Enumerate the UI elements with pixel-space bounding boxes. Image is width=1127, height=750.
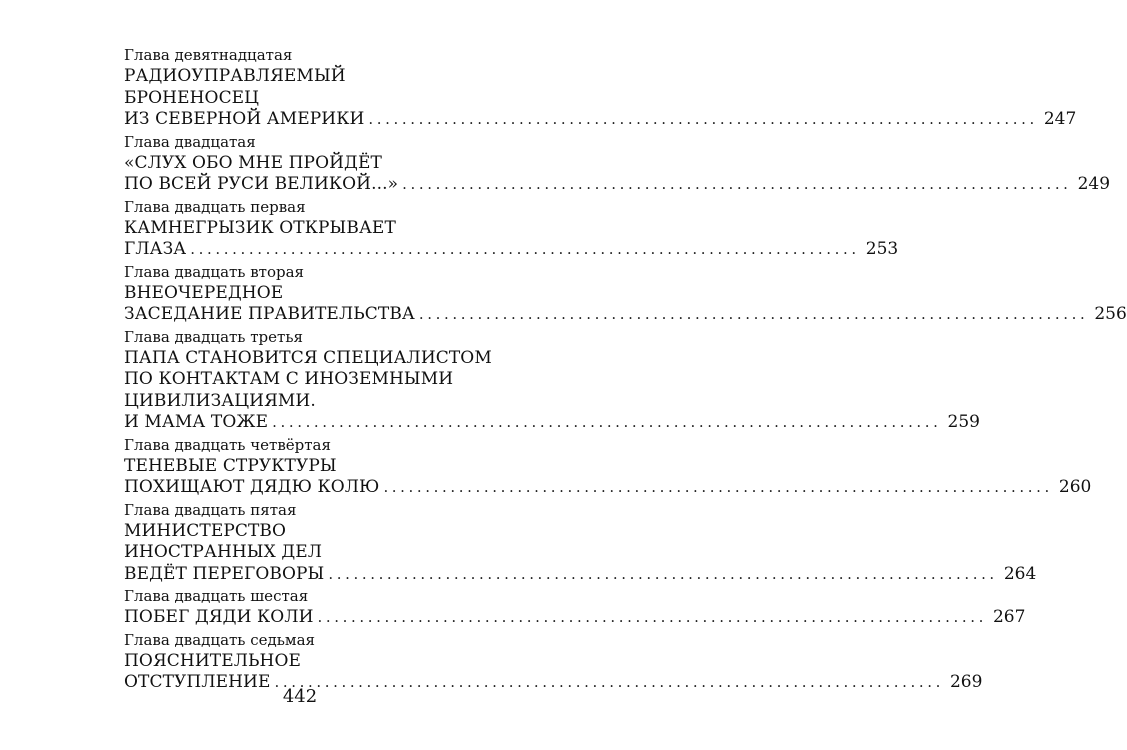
toc-entry-chapter-24 [124, 434, 1092, 499]
chapter-page-number: 269 [949, 672, 983, 692]
dot-leader: ................................................................................ [383, 478, 1053, 496]
chapter-page-number: 253 [865, 239, 899, 259]
chapter-title-last-line[interactable] [124, 304, 1127, 326]
chapter-title-line: ПАПА СТАНОВИТСЯ СПЕЦИАЛИСТОМ [124, 347, 492, 368]
chapter-title-text: И МАМА ТОЖЕ [124, 412, 269, 432]
chapter-title-text: ПО ВСЕЙ РУСИ ВЕЛИКОЙ...» [124, 174, 399, 194]
chapter-title-text: ПОХИЩАЮТ ДЯДЮ КОЛЮ [124, 477, 380, 497]
chapter-label: Глава двадцать пятая [124, 500, 297, 519]
chapter-title-line: ЦИВИЛИЗАЦИЯМИ. [124, 390, 316, 411]
chapter-label: Глава двадцать шестая [124, 587, 309, 605]
dot-leader: ................................................................................ [272, 413, 942, 431]
chapter-title-line: ИНОСТРАННЫХ ДЕЛ [124, 542, 323, 562]
table-of-contents [124, 44, 1127, 694]
chapter-title-last-line[interactable] [124, 412, 980, 434]
chapter-title-line: ПО КОНТАКТАМ С ИНОЗЕМНЫМИ [124, 369, 454, 389]
chapter-title-text: ИЗ СЕВЕРНОЙ АМЕРИКИ [124, 109, 365, 129]
chapter-title-last-line[interactable] [124, 607, 1026, 629]
dot-leader: ................................................................................ [402, 175, 1072, 193]
dot-leader: ................................................................................ [317, 608, 987, 626]
chapter-label: Глава двадцать третья [124, 327, 303, 346]
chapter-label: Глава двадцать четвёртая [124, 435, 331, 454]
chapter-title-last-line[interactable] [124, 563, 1037, 586]
chapter-title-line: «СЛУХ ОБО МНЕ ПРОЙДЁТ [124, 152, 382, 173]
chapter-title-last-line[interactable] [124, 239, 899, 261]
chapter-label: Глава двадцатая [124, 132, 256, 151]
chapter-page-number: 267 [992, 607, 1026, 627]
chapter-label: Глава двадцать седьмая [124, 630, 315, 649]
chapter-title-text: ОТСТУПЛЕНИЕ [124, 672, 271, 692]
chapter-title-line: РАДИОУПРАВЛЯЕМЫЙ [124, 66, 346, 86]
toc-entry-chapter-27 [124, 629, 983, 694]
chapter-title-line: ТЕНЕВЫЕ СТРУКТУРЫ [124, 455, 337, 476]
chapter-label: Глава двадцать вторая [124, 262, 305, 281]
chapter-title-line: МИНИСТЕРСТВО [124, 520, 287, 541]
chapter-page-number: 249 [1077, 174, 1111, 194]
chapter-page-number: 256 [1094, 304, 1127, 324]
chapter-title-line: КАМНЕГРЫЗИК ОТКРЫВАЕТ [124, 217, 396, 238]
chapter-title-text: ЗАСЕДАНИЕ ПРАВИТЕЛЬСТВА [124, 304, 415, 324]
dot-leader: ................................................................................ [418, 305, 1089, 323]
toc-entry-chapter-23 [124, 326, 980, 434]
toc-entry-chapter-26 [124, 585, 1026, 629]
toc-entry-chapter-25 [124, 499, 1037, 586]
chapter-title-last-line[interactable] [124, 477, 1092, 499]
chapter-title-last-line[interactable] [124, 174, 1111, 196]
chapter-label: Глава двадцать первая [124, 197, 306, 216]
chapter-title-text: ПОБЕГ ДЯДИ КОЛИ [124, 607, 314, 627]
chapter-title-text: ВЕДЁТ ПЕРЕГОВОРЫ [124, 563, 325, 584]
dot-leader: ................................................................................ [274, 673, 944, 691]
page-number: 442 [282, 686, 318, 707]
chapter-page-number: 259 [947, 412, 980, 432]
chapter-page-number: 247 [1043, 109, 1077, 129]
toc-entry-chapter-21 [124, 196, 899, 261]
chapter-title-text: ГЛАЗА [124, 239, 187, 259]
chapter-title-line: ВНЕОЧЕРЕДНОЕ [124, 282, 284, 303]
toc-entry-chapter-19 [124, 44, 1077, 131]
chapter-title-line: БРОНЕНОСЕЦ [124, 87, 260, 108]
dot-leader: ................................................................................ [190, 240, 860, 258]
toc-entry-chapter-20 [124, 131, 1111, 196]
chapter-page-number: 260 [1058, 477, 1092, 497]
toc-entry-chapter-22 [124, 261, 1127, 326]
chapter-page-number: 264 [1003, 563, 1037, 584]
dot-leader: ................................................................................ [328, 564, 998, 583]
chapter-title-last-line[interactable] [124, 109, 1077, 131]
chapter-title-line: ПОЯСНИТЕЛЬНОЕ [124, 650, 302, 671]
dot-leader: ................................................................................ [368, 110, 1038, 128]
chapter-label: Глава девятнадцатая [124, 46, 293, 64]
